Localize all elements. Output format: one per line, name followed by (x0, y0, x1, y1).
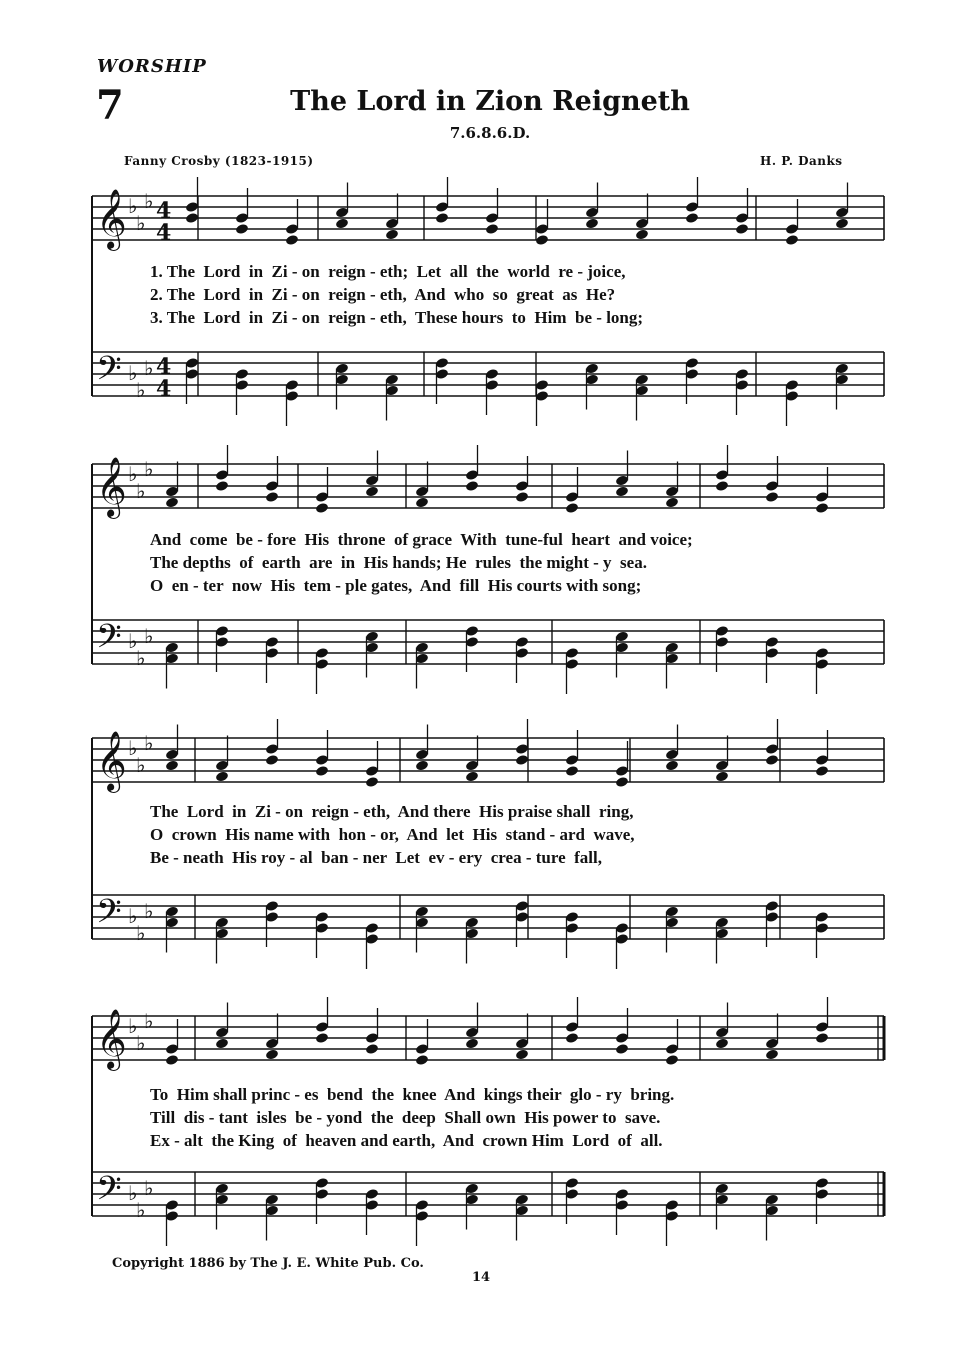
lyric-line: The depths of earth are in His hands; He rules the might - y sea. (150, 553, 647, 572)
lyric-line: Till dis - tant isles be - yond the deep Shall own His power to save. (150, 1108, 661, 1127)
treble-clef-icon: 𝄞 (96, 457, 127, 517)
hymn-number: 7 (96, 82, 124, 129)
flat-icon: ♭ (128, 462, 138, 486)
note-head (265, 491, 279, 503)
note-head (785, 234, 799, 246)
note-head (565, 765, 579, 777)
note-head (215, 480, 229, 492)
note-head (615, 776, 629, 788)
flat-icon: ♭ (144, 899, 154, 923)
note-head (835, 218, 849, 230)
lyric-line: To Him shall princ - es bend the knee And kings their glo - ry bring. (150, 1085, 675, 1104)
note-head (315, 1032, 329, 1044)
treble-clef-icon: 𝄞 (96, 189, 127, 249)
flat-icon: ♭ (144, 624, 154, 648)
section-label: WORSHIP (97, 56, 207, 77)
lyric-line: O en - ter now His tem - ple gates, And fill His courts with song; (150, 576, 642, 595)
flat-icon: ♭ (136, 1198, 146, 1222)
note-head (715, 771, 729, 783)
flat-icon: ♭ (144, 1009, 154, 1033)
note-head (185, 212, 199, 224)
bass-clef-icon: 𝄢 (96, 350, 122, 396)
note-head (565, 1032, 579, 1044)
note-head (615, 486, 629, 498)
note-head (615, 1043, 629, 1055)
treble-staff (92, 177, 884, 251)
treble-clef-icon: 𝄞 (96, 1009, 127, 1069)
lyric-line: 1. The Lord in Zi - on reign - eth; Let all the world re - joice, (150, 262, 626, 281)
note-head (765, 754, 779, 766)
flat-icon: ♭ (144, 457, 154, 481)
flat-icon: ♭ (136, 479, 146, 503)
flat-icon: ♭ (136, 753, 146, 777)
bass-staff (92, 350, 884, 426)
note-head (665, 760, 679, 772)
composer-credit: H. P. Danks (760, 154, 843, 168)
note-head (385, 229, 399, 241)
time-signature: 4 (156, 376, 172, 402)
flat-icon: ♭ (128, 194, 138, 218)
note-head (685, 212, 699, 224)
note-head (735, 223, 749, 235)
note-head (465, 480, 479, 492)
flat-icon: ♭ (128, 1181, 138, 1205)
hymn-title: The Lord in Zion Reigneth (290, 86, 690, 117)
note-head (715, 1038, 729, 1050)
flat-icon: ♭ (144, 189, 154, 213)
lyric-line: O crown His name with hon - or, And let His stand - ard wave, (150, 825, 635, 844)
flat-icon: ♭ (128, 736, 138, 760)
author-credit: Fanny Crosby (1823-1915) (124, 154, 314, 168)
flat-icon: ♭ (144, 1176, 154, 1200)
note-head (765, 1049, 779, 1061)
note-head (565, 502, 579, 514)
note-head (285, 234, 299, 246)
copyright-notice: Copyright 1886 by The J. E. White Pub. Co. (112, 1256, 424, 1271)
note-head (515, 491, 529, 503)
lyric-line: 3. The Lord in Zi - on reign - eth, These hours to Him be - long; (150, 308, 644, 327)
note-head (315, 502, 329, 514)
note-head (265, 754, 279, 766)
flat-icon: ♭ (136, 378, 146, 402)
time-signature: 4 (156, 354, 172, 380)
treble-clef-icon: 𝄞 (96, 731, 127, 791)
note-head (215, 1038, 229, 1050)
note-head (815, 1032, 829, 1044)
bass-staff (92, 893, 884, 969)
note-head (165, 497, 179, 509)
note-head (535, 234, 549, 246)
lyric-line: The Lord in Zi - on reign - eth, And there His praise shall ring, (150, 802, 634, 821)
note-head (585, 218, 599, 230)
note-head (335, 218, 349, 230)
time-signature: 4 (156, 220, 172, 246)
bass-staff (92, 618, 884, 694)
note-head (765, 491, 779, 503)
note-head (265, 1049, 279, 1061)
lyric-line: And come be - fore His throne of grace With tune-ful heart and voice; (150, 530, 693, 549)
note-head (465, 1038, 479, 1050)
lyric-line: Be - neath His roy - al ban - ner Let ev - ery crea - ture fall, (150, 848, 602, 867)
note-head (215, 771, 229, 783)
treble-staff (92, 719, 884, 793)
bass-clef-icon: 𝄢 (96, 1170, 122, 1216)
treble-staff (92, 997, 884, 1071)
note-head (485, 223, 499, 235)
note-head (415, 1054, 429, 1066)
note-head (665, 1054, 679, 1066)
flat-icon: ♭ (136, 211, 146, 235)
time-signature: 4 (156, 198, 172, 224)
note-head (635, 229, 649, 241)
note-head (815, 502, 829, 514)
flat-icon: ♭ (136, 646, 146, 670)
note-head (465, 771, 479, 783)
note-head (235, 223, 249, 235)
flat-icon: ♭ (128, 904, 138, 928)
lyric-line: 2. The Lord in Zi - on reign - eth, And who so great as He? (150, 285, 616, 304)
note-head (365, 1043, 379, 1055)
note-head (435, 212, 449, 224)
flat-icon: ♭ (136, 1031, 146, 1055)
bass-clef-icon: 𝄢 (96, 618, 122, 664)
note-head (315, 765, 329, 777)
flat-icon: ♭ (128, 1014, 138, 1038)
page-number: 14 (472, 1270, 491, 1285)
note-head (415, 760, 429, 772)
note-head (165, 1054, 179, 1066)
note-head (165, 760, 179, 772)
note-head (365, 776, 379, 788)
lyric-line: Ex - alt the King of heaven and earth, And crown Him Lord of all. (150, 1131, 663, 1150)
note-head (515, 754, 529, 766)
note-head (365, 486, 379, 498)
note-head (515, 1049, 529, 1061)
flat-icon: ♭ (128, 629, 138, 653)
note-head (815, 765, 829, 777)
flat-icon: ♭ (144, 731, 154, 755)
note-head (415, 497, 429, 509)
bass-staff (92, 1170, 884, 1246)
bass-clef-icon: 𝄢 (96, 893, 122, 939)
flat-icon: ♭ (144, 356, 154, 380)
meter: 7.6.8.6.D. (449, 124, 531, 142)
note-head (715, 480, 729, 492)
note-head (665, 497, 679, 509)
treble-staff (92, 445, 884, 519)
flat-icon: ♭ (136, 921, 146, 945)
flat-icon: ♭ (128, 361, 138, 385)
